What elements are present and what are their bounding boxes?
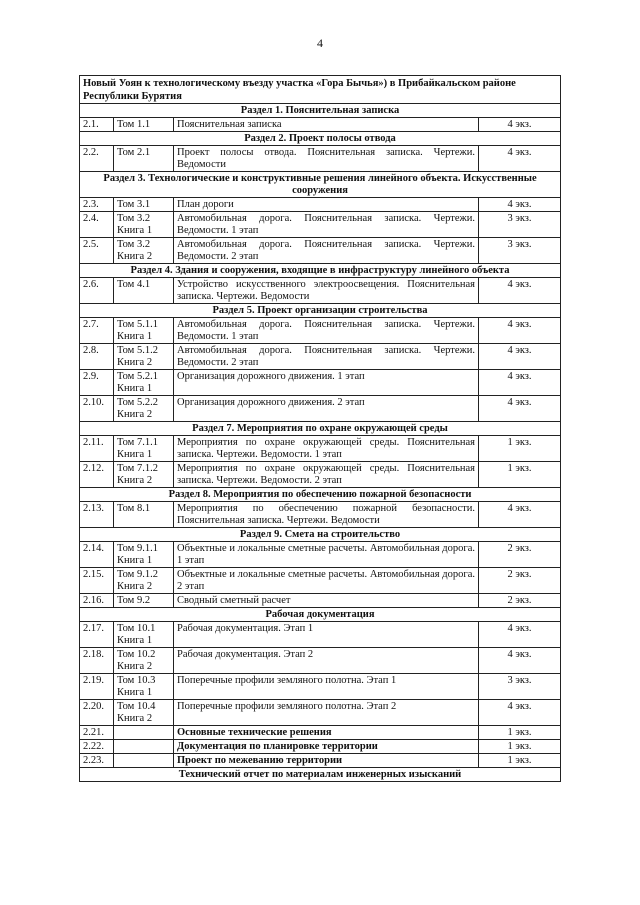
table-row bbox=[80, 502, 561, 528]
description-cell: Мероприятия по охране окружающей среды. Пояснительная записка. Чертежи. Ведомости. 1 этап bbox=[174, 436, 479, 462]
volume-cell: Том 1.1 bbox=[114, 118, 174, 132]
copies-cell: 4 экз. bbox=[479, 198, 561, 212]
table-row bbox=[80, 594, 561, 608]
volume-cell: Том 3.2 Книга 2 bbox=[114, 238, 174, 264]
copies-cell: 4 экз. bbox=[479, 318, 561, 344]
copies-cell: 4 экз. bbox=[479, 118, 561, 132]
row-number: 2.21. bbox=[80, 726, 114, 740]
row-number: 2.17. bbox=[80, 622, 114, 648]
row-number: 2.23. bbox=[80, 754, 114, 768]
section-heading-row bbox=[80, 422, 561, 436]
description-cell: Основные технические решения bbox=[174, 726, 479, 740]
row-number: 2.16. bbox=[80, 594, 114, 608]
row-number: 2.18. bbox=[80, 648, 114, 674]
row-number: 2.10. bbox=[80, 396, 114, 422]
document-table-body bbox=[80, 76, 561, 782]
row-number: 2.13. bbox=[80, 502, 114, 528]
volume-cell: Том 3.2 Книга 1 bbox=[114, 212, 174, 238]
row-number: 2.19. bbox=[80, 674, 114, 700]
volume-cell bbox=[114, 754, 174, 768]
description-cell: Мероприятия по обеспечению пожарной безопасности. Пояснительная записка. Чертежи. Ведомости bbox=[174, 502, 479, 528]
row-number: 2.11. bbox=[80, 436, 114, 462]
section-heading: Раздел 8. Мероприятия по обеспечению пожарной безопасности bbox=[80, 488, 561, 502]
description-cell: Сводный сметный расчет bbox=[174, 594, 479, 608]
copies-cell: 2 экз. bbox=[479, 594, 561, 608]
copies-cell: 2 экз. bbox=[479, 568, 561, 594]
copies-cell: 2 экз. bbox=[479, 542, 561, 568]
volume-cell: Том 10.2 Книга 2 bbox=[114, 648, 174, 674]
volume-cell: Том 10.1 Книга 1 bbox=[114, 622, 174, 648]
copies-cell: 1 экз. bbox=[479, 436, 561, 462]
section-heading-row bbox=[80, 768, 561, 782]
copies-cell: 4 экз. bbox=[479, 146, 561, 172]
row-number: 2.20. bbox=[80, 700, 114, 726]
description-cell: Пояснительная записка bbox=[174, 118, 479, 132]
description-cell: Рабочая документация. Этап 1 bbox=[174, 622, 479, 648]
row-number: 2.4. bbox=[80, 212, 114, 238]
section-heading-row bbox=[80, 104, 561, 118]
copies-cell: 1 экз. bbox=[479, 740, 561, 754]
section-heading-row bbox=[80, 172, 561, 198]
volume-cell: Том 4.1 bbox=[114, 278, 174, 304]
volume-cell: Том 2.1 bbox=[114, 146, 174, 172]
row-number: 2.12. bbox=[80, 462, 114, 488]
table-row bbox=[80, 648, 561, 674]
copies-cell: 4 экз. bbox=[479, 396, 561, 422]
description-cell: Поперечные профили земляного полотна. Этап 1 bbox=[174, 674, 479, 700]
table-row bbox=[80, 726, 561, 740]
copies-cell: 1 экз. bbox=[479, 754, 561, 768]
volume-cell: Том 5.2.1 Книга 1 bbox=[114, 370, 174, 396]
copies-cell: 1 экз. bbox=[479, 726, 561, 740]
volume-cell: Том 9.2 bbox=[114, 594, 174, 608]
table-row bbox=[80, 146, 561, 172]
volume-cell bbox=[114, 740, 174, 754]
table-row bbox=[80, 622, 561, 648]
table-row bbox=[80, 740, 561, 754]
row-number: 2.6. bbox=[80, 278, 114, 304]
row-number: 2.15. bbox=[80, 568, 114, 594]
copies-cell: 3 экз. bbox=[479, 238, 561, 264]
section-heading-row bbox=[80, 528, 561, 542]
copies-cell: 4 экз. bbox=[479, 278, 561, 304]
volume-cell: Том 8.1 bbox=[114, 502, 174, 528]
volume-cell: Том 9.1.2 Книга 2 bbox=[114, 568, 174, 594]
document-table bbox=[79, 75, 561, 782]
volume-cell: Том 5.2.2 Книга 2 bbox=[114, 396, 174, 422]
section-heading-row bbox=[80, 304, 561, 318]
row-number: 2.7. bbox=[80, 318, 114, 344]
table-row bbox=[80, 118, 561, 132]
section-heading: Раздел 7. Мероприятия по охране окружающей среды bbox=[80, 422, 561, 436]
description-cell: Автомобильная дорога. Пояснительная записка. Чертежи. Ведомости. 1 этап bbox=[174, 212, 479, 238]
table-row bbox=[80, 344, 561, 370]
section-heading: Раздел 4. Здания и сооружения, входящие в инфраструктуру линейного объекта bbox=[80, 264, 561, 278]
copies-cell: 4 экз. bbox=[479, 502, 561, 528]
volume-cell: Том 9.1.1 Книга 1 bbox=[114, 542, 174, 568]
volume-cell bbox=[114, 726, 174, 740]
copies-cell: 4 экз. bbox=[479, 344, 561, 370]
table-row bbox=[80, 542, 561, 568]
volume-cell: Том 5.1.2 Книга 2 bbox=[114, 344, 174, 370]
volume-cell: Том 7.1.1 Книга 1 bbox=[114, 436, 174, 462]
copies-cell: 3 экз. bbox=[479, 212, 561, 238]
description-cell: Рабочая документация. Этап 2 bbox=[174, 648, 479, 674]
section-heading: Раздел 5. Проект организации строительства bbox=[80, 304, 561, 318]
row-number: 2.5. bbox=[80, 238, 114, 264]
description-cell: Проект по межеванию территории bbox=[174, 754, 479, 768]
row-number: 2.22. bbox=[80, 740, 114, 754]
table-row bbox=[80, 278, 561, 304]
row-number: 2.8. bbox=[80, 344, 114, 370]
description-cell: Объектные и локальные сметные расчеты. Автомобильная дорога. 2 этап bbox=[174, 568, 479, 594]
section-heading-row bbox=[80, 132, 561, 146]
row-number: 2.14. bbox=[80, 542, 114, 568]
copies-cell: 3 экз. bbox=[479, 674, 561, 700]
copies-cell: 1 экз. bbox=[479, 462, 561, 488]
copies-cell: 4 экз. bbox=[479, 648, 561, 674]
volume-cell: Том 3.1 bbox=[114, 198, 174, 212]
section-heading: Раздел 9. Смета на строительство bbox=[80, 528, 561, 542]
volume-cell: Том 10.3 Книга 1 bbox=[114, 674, 174, 700]
section-heading-row bbox=[80, 608, 561, 622]
page-number: 4 bbox=[317, 36, 323, 50]
table-row bbox=[80, 754, 561, 768]
row-number: 2.3. bbox=[80, 198, 114, 212]
section-heading: Рабочая документация bbox=[80, 608, 561, 622]
volume-cell: Том 10.4 Книга 2 bbox=[114, 700, 174, 726]
section-heading-row bbox=[80, 488, 561, 502]
description-cell: Автомобильная дорога. Пояснительная записка. Чертежи. Ведомости. 2 этап bbox=[174, 344, 479, 370]
description-cell: Организация дорожного движения. 1 этап bbox=[174, 370, 479, 396]
description-cell: Автомобильная дорога. Пояснительная записка. Чертежи. Ведомости. 1 этап bbox=[174, 318, 479, 344]
volume-cell: Том 7.1.2 Книга 2 bbox=[114, 462, 174, 488]
row-number: 2.2. bbox=[80, 146, 114, 172]
copies-cell: 4 экз. bbox=[479, 370, 561, 396]
table-row bbox=[80, 370, 561, 396]
table-row bbox=[80, 568, 561, 594]
section-heading: Технический отчет по материалам инженерных изысканий bbox=[80, 768, 561, 782]
description-cell: Автомобильная дорога. Пояснительная записка. Чертежи. Ведомости. 2 этап bbox=[174, 238, 479, 264]
table-row bbox=[80, 462, 561, 488]
table-row bbox=[80, 212, 561, 238]
description-cell: План дороги bbox=[174, 198, 479, 212]
volume-cell: Том 5.1.1 Книга 1 bbox=[114, 318, 174, 344]
section-heading: Раздел 1. Пояснительная записка bbox=[80, 104, 561, 118]
section-heading: Раздел 2. Проект полосы отвода bbox=[80, 132, 561, 146]
description-cell: Организация дорожного движения. 2 этап bbox=[174, 396, 479, 422]
table-row bbox=[80, 436, 561, 462]
title-row bbox=[80, 76, 561, 104]
table-row bbox=[80, 198, 561, 212]
description-cell: Объектные и локальные сметные расчеты. Автомобильная дорога. 1 этап bbox=[174, 542, 479, 568]
table-row bbox=[80, 674, 561, 700]
description-cell: Поперечные профили земляного полотна. Этап 2 bbox=[174, 700, 479, 726]
description-cell: Проект полосы отвода. Пояснительная записка. Чертежи. Ведомости bbox=[174, 146, 479, 172]
table-row bbox=[80, 700, 561, 726]
section-heading: Раздел 3. Технологические и конструктивные решения линейного объекта. Искусственные сооружения bbox=[80, 172, 561, 198]
row-number: 2.1. bbox=[80, 118, 114, 132]
document-title: Новый Уоян к технологическому въезду участка «Гора Бычья») в Прибайкальском районе Республики Бурятия bbox=[80, 76, 561, 104]
table-row bbox=[80, 238, 561, 264]
section-heading-row bbox=[80, 264, 561, 278]
copies-cell: 4 экз. bbox=[479, 700, 561, 726]
copies-cell: 4 экз. bbox=[479, 622, 561, 648]
description-cell: Документация по планировке территории bbox=[174, 740, 479, 754]
table-row bbox=[80, 396, 561, 422]
table-row bbox=[80, 318, 561, 344]
description-cell: Устройство искусственного электроосвещения. Пояснительная записка. Чертежи. Ведомости bbox=[174, 278, 479, 304]
row-number: 2.9. bbox=[80, 370, 114, 396]
description-cell: Мероприятия по охране окружающей среды. Пояснительная записка. Чертежи. Ведомости. 2 этап bbox=[174, 462, 479, 488]
